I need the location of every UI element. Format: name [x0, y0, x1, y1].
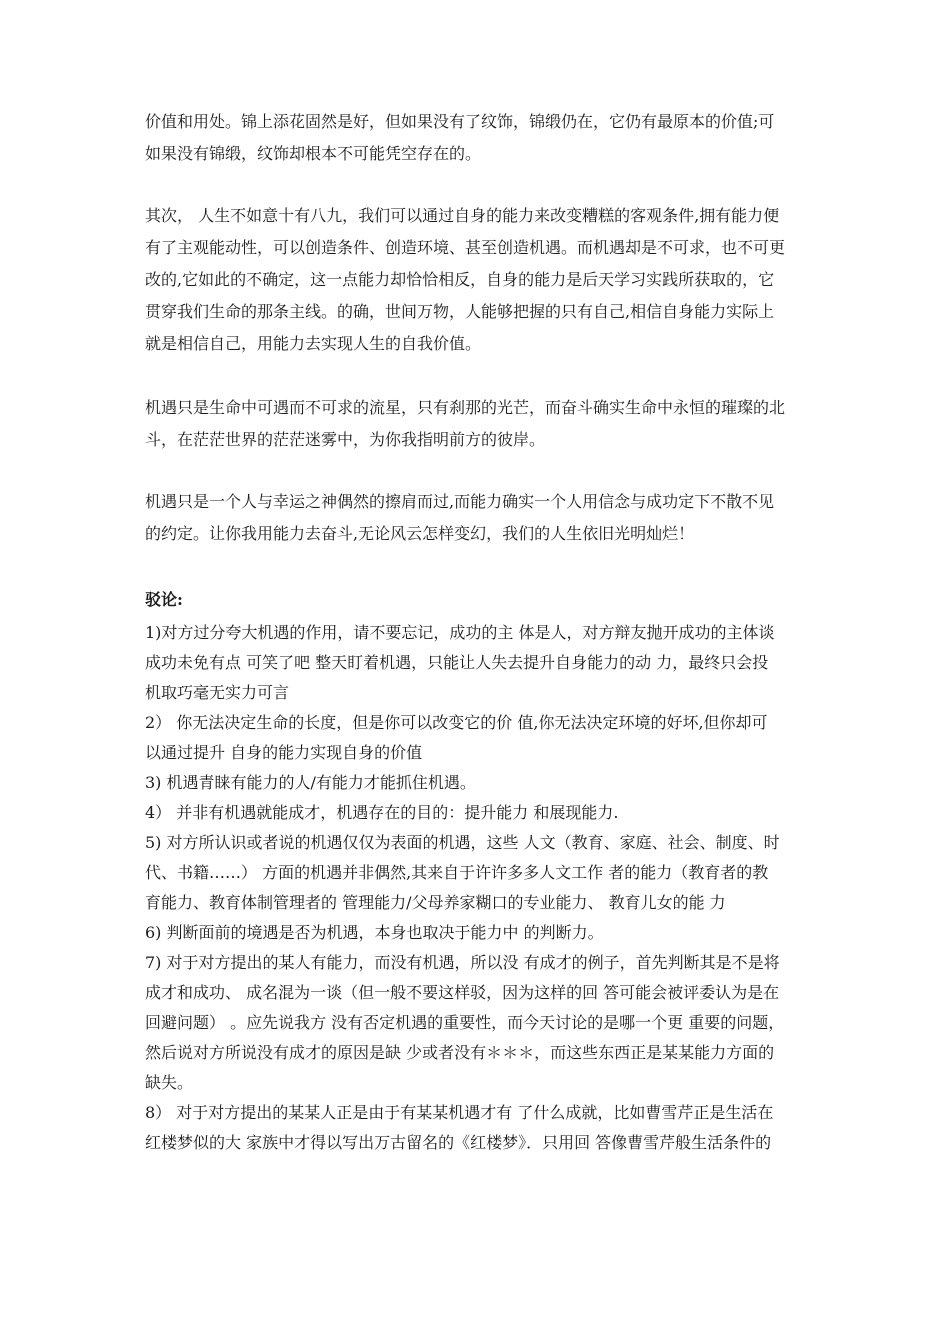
rebuttal-line: 1)对方过分夸大机遇的作用，请不要忘记，成功的主 体是人，对方辩友抛开成功的主体谈 [145, 623, 775, 642]
rebuttal-line: 2） 你无法决定生命的长度，但是你可以改变它的价 值,你无法决定环境的好坏,但你却可 [145, 713, 768, 732]
rebuttal-line: 4） 并非有机遇就能成才，机遇存在的目的：提升能力 和展现能力. [145, 803, 619, 822]
rebuttal-line: 育能力、教育体制管理者的 管理能力/父母养家糊口的专业能力、 教育儿女的能 力 [145, 893, 726, 912]
rebuttal-line: 5) 对方所认识或者说的机遇仅仅为表面的机遇，这些 人文（教育、家庭、社会、制度、时 [145, 833, 780, 852]
text-line: 其次， 人生不如意十有八九，我们可以通过自身的能力来改变糟糕的客观条件,拥有能力便 [145, 206, 780, 225]
rebuttal-heading [145, 584, 813, 616]
text-line: 机遇只是生命中可遇而不可求的流星，只有刹那的光芒，而奋斗确实生命中永恒的璀璨的北 [145, 398, 786, 417]
section-heading: 驳论: [145, 590, 183, 609]
second-paragraph [145, 200, 813, 360]
text-line: 改的,它如此的不确定，这一点能力却恰恰相反，自身的能力是后天学习实践所获取的，它 [145, 270, 775, 289]
rebuttal-line: 红楼梦似的大 家族中才得以写出万古留名的《红楼梦》．只用回 答像曹雪芹般生活条件的 [145, 1133, 772, 1152]
text-line: 贯穿我们生命的那条主线。的确，世间万物，人能够把握的只有自己,相信自身能力实际上 [145, 302, 775, 321]
rebuttal-line: 机取巧毫无实力可言 [145, 683, 290, 702]
rebuttal-list [145, 618, 813, 1158]
intro-paragraph [145, 106, 813, 170]
third-paragraph [145, 392, 813, 456]
text-line: 如果没有锦缎，纹饰却根本不可能凭空存在的。 [145, 144, 482, 163]
text-line: 就是相信自己，用能力去实现人生的自我价值。 [145, 334, 482, 353]
rebuttal-line: 7) 对于对方提出的某人有能力，而没有机遇，所以没 有成才的例子，首先判断其是不是将 [145, 953, 780, 972]
rebuttal-line: 8） 对于对方提出的某某人正是由于有某某机遇才有 了什么成就，比如曹雪芹正是生活在 [145, 1103, 774, 1122]
text-line: 价值和用处。锦上添花固然是好，但如果没有了纹饰，锦缎仍在，它仍有最原本的价值;可 [145, 112, 775, 131]
rebuttal-line: 缺失。 [145, 1073, 194, 1092]
rebuttal-line: 成功未免有点 可笑了吧 整天盯着机遇，只能让人失去提升自身能力的动 力，最终只会投 [145, 653, 769, 672]
fourth-paragraph [145, 486, 813, 550]
rebuttal-line: 回避问题） 。应先说我方 没有否定机遇的重要性，而今天讨论的是哪一个更 重要的问题， [145, 1013, 785, 1032]
text-line: 斗，在茫茫世界的茫茫迷雾中，为你我指明前方的彼岸。 [145, 430, 546, 449]
rebuttal-line: 3) 机遇青睐有能力的人/有能力才能抓住机遇。 [145, 773, 476, 792]
rebuttal-line: 然后说对方所说没有成才的原因是缺 少或者没有＊＊＊，而这些东西正是某某能力方面的 [145, 1043, 775, 1062]
rebuttal-line: 代、书籍……） 方面的机遇并非偶然,其来自于许许多多人文工作 者的能力（教育者的教 [145, 863, 769, 882]
rebuttal-line: 以通过提升 自身的能力实现自身的价值 [145, 743, 423, 762]
text-line: 有了主观能动性，可以创造条件、创造环境、甚至创造机遇。而机遇却是不可求，也不可更 [145, 238, 786, 257]
rebuttal-line: 成才和成功、 成名混为一谈（但一般不要这样驳，因为这样的回 答可能会被评委认为是在 [145, 983, 780, 1002]
text-line: 机遇只是一个人与幸运之神偶然的擦肩而过,而能力确实一个人用信念与成功定下不散不见 [145, 492, 775, 511]
rebuttal-line: 6) 判断面前的境遇是否为机遇，本身也取决于能力中 的判断力。 [145, 923, 604, 942]
text-line: 的约定。让你我用能力去奋斗,无论风云怎样变幻，我们的人生依旧光明灿烂！ [145, 524, 695, 543]
